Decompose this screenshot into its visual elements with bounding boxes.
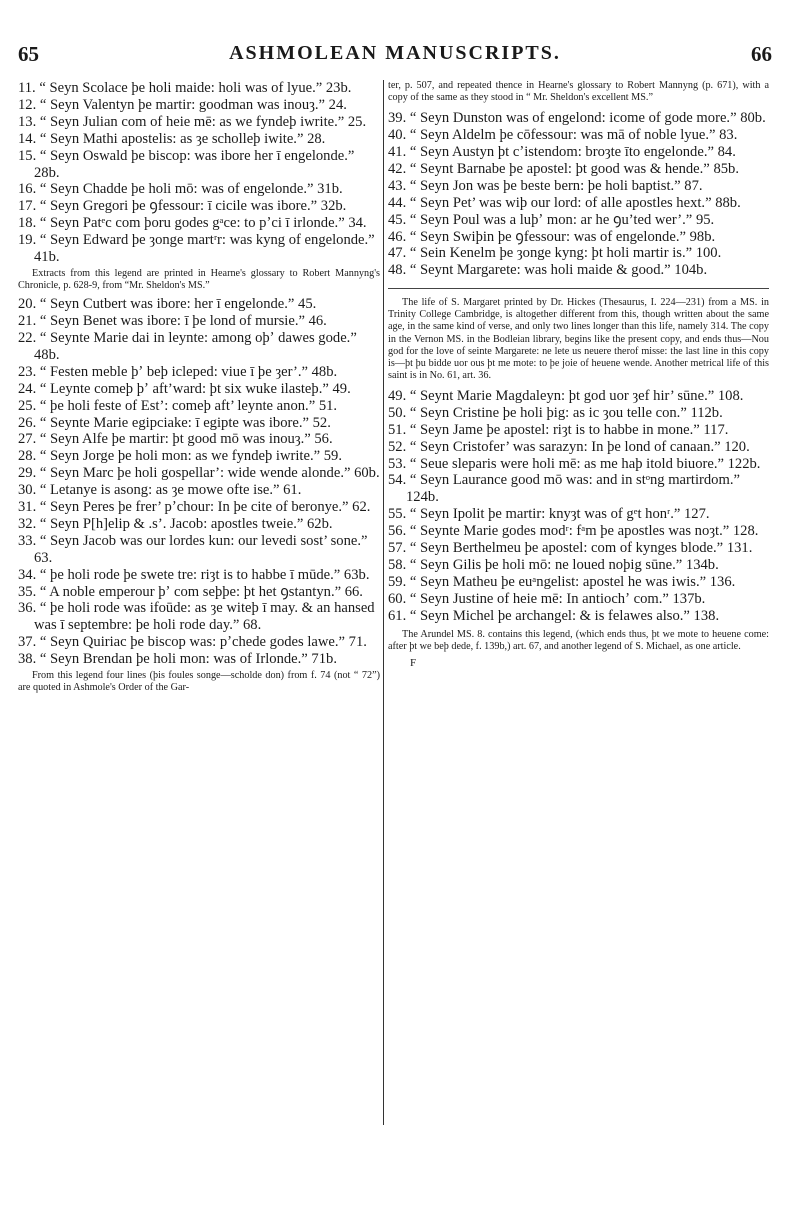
page-number-right: 66 — [751, 42, 772, 66]
entry-41: 41. “ Seyn Austyn þt cʼistendom: broȝte īto engelonde.” 84. — [388, 144, 736, 160]
note-garter-continued: ter, p. 507, and repeated thence in Hearne's glossary to Robert Mannyng (p. 671), with a copy of the same as they stood in “ Mr. Sheldon's excellent MS.” — [388, 80, 769, 104]
page-header — [18, 42, 772, 74]
entry-16: 16. “ Seyn Chadde þe holi mō: was of engelonde.” 31b. — [18, 181, 343, 198]
entry-45: 45. “ Seyn Poul was a luþʼ mon: ar he ꝯu’ted wer’.” 95. — [388, 211, 715, 228]
entry-12: 12. “ Seyn Valentyn þe martir: goodman was inouȝ.” 24. — [18, 96, 347, 113]
entry-26: 26. “ Seynte Marie egipciake: ī egipte was ibore.” 52. — [18, 414, 331, 431]
note-hearne-glossary: Extracts from this legend are printed in Hearne's glossary to Robert Mannyng's Chronicle, p. 628-9, from “Mr. Sheldon's MS.” — [18, 267, 380, 292]
entry-18: 18. “ Seyn Patᵉc com þoru godes gᵃce: to pʼci ī irlonde.” 34. — [18, 215, 367, 232]
entry-11: 11. “ Seyn Scolace þe holi maide: holi was of lyue.” 23b. — [18, 80, 352, 96]
entry-46: 46. “ Seyn Swiþin þe ꝯfessour: was of engelonde.” 98b. — [388, 228, 716, 245]
entry-23: 23. “ Festen meble þʼ beþ icleped: viue ī þe ȝer’.” 48b. — [18, 363, 338, 380]
entry-56: 56. “ Seynte Marie godes modʳ: fᵃm þe apostles was noȝt.” 128. — [388, 523, 759, 540]
entry-44: 44. “ Seyn Pet’ was wiþ our lord: of alle apostles hext.” 88b. — [388, 194, 741, 211]
entry-29: 29. “ Seyn Marc þe holi gospellar’: wide wende alonde.” 60b. — [18, 465, 380, 482]
note-arundel-ms: The Arundel MS. 8. contains this legend, (which ends thus, þt we mote to heuene come: after þt we beþ dede, f. 139b,) art. 67, and another legend of S. Michael, as one article. — [388, 628, 769, 652]
entry-20: 20. “ Seyn Cutbert was ibore: her ī engelonde.” 45. — [18, 296, 317, 313]
entry-35: 35. “ A noble emperour þʼ com seþþe: þt het ꝯstantyn.” 66. — [18, 583, 363, 600]
entry-33: 33. “ Seyn Jacob was our lordes kun: our levedi sost’ sone.” 63. — [18, 532, 368, 566]
column-divider — [383, 80, 384, 1125]
entry-39: 39. “ Seyn Dunston was of engelond: icome of gode more.” 80b. — [388, 110, 766, 127]
entry-25: 25. “ þe holi feste of Est’: comeþ aft’ leynte anon.” 51. — [18, 397, 338, 414]
entry-15: 15. “ Seyn Oswald þe biscop: was ibore her ī engelonde.” 28b. — [18, 147, 355, 181]
entry-61: 61. “ Seyn Michel þe archangel: & is felawes also.” 138. — [388, 607, 720, 624]
entry-31: 31. “ Seyn Peres þe frer’ pʼchour: In þe cite of beronye.” 62. — [18, 499, 371, 516]
entry-13: 13. “ Seyn Julian com of heie mē: as we fyndeþ iwrite.” 25. — [18, 113, 367, 130]
entry-43: 43. “ Seyn Jon was þe beste bern: þe holi baptist.” 87. — [388, 177, 703, 194]
entry-27: 27. “ Seyn Alfe þe martir: þt good mō was inouȝ.” 56. — [18, 431, 333, 448]
page-number-left: 65 — [18, 42, 39, 66]
entry-22: 22. “ Seynte Marie dai in leynte: among oþʼ dawes gode.” 48b. — [18, 329, 357, 363]
entry-53: 53. “ Seue sleparis were holi mē: as me haþ itold biuore.” 122b. — [388, 455, 761, 472]
signature-mark: F — [410, 656, 417, 669]
entry-47: 47. “ Sein Kenelm þe ȝonge kyng: þt holi martir is.” 100. — [388, 245, 722, 262]
entry-24: 24. “ Leynte comeþ þʼ aft’ward: þt six wuke ilasteþ.” 49. — [18, 380, 351, 397]
entry-36: 36. “ þe holi rode was ifoūde: as ȝe witeþ ī may. & an hansed was ī septembre: þe holi rode day.” 68. — [18, 600, 375, 634]
entry-17: 17. “ Seyn Gregori þe ꝯfessour: ī cicile was ibore.” 32b. — [18, 198, 347, 215]
entry-57: 57. “ Seyn Berthelmeu þe apostel: com of kynges blode.” 131. — [388, 540, 753, 557]
entry-55: 55. “ Seyn Ipolit þe martir: knyȝt was of gᵉt honʳ.” 127. — [388, 506, 710, 523]
entry-28: 28. “ Seyn Jorge þe holi mon: as we fyndeþ iwrite.” 59. — [18, 448, 342, 465]
entry-59: 59. “ Seyn Matheu þe euᵃngelist: apostel he was iwis.” 136. — [388, 573, 736, 590]
entry-60: 60. “ Seyn Justine of heie mē: In antiochʼ com.” 137b. — [388, 590, 706, 607]
entry-21: 21. “ Seyn Benet was ibore: ī þe lond of mursie.” 46. — [18, 313, 327, 330]
entry-58: 58. “ Seyn Gilis þe holi mō: ne loued noþig sūne.” 134b. — [388, 556, 719, 573]
entry-52: 52. “ Seyn Cristofer’ was sarazyn: In þe lond of canaan.” 120. — [388, 438, 750, 455]
running-title: ASHMOLEAN MANUSCRIPTS. — [229, 42, 561, 64]
entry-19: 19. “ Seyn Edward þe ȝonge martʳr: was kyng of engelonde.” 41b. — [18, 232, 375, 266]
entry-30: 30. “ Letanye is asong: as ȝe mowe ofte ise.” 61. — [18, 482, 302, 499]
entry-40: 40. “ Seyn Aldelm þe cōfessour: was mā of noble lyue.” 83. — [388, 127, 738, 144]
entry-14: 14. “ Seyn Mathi apostelis: as ȝe scholleþ iwite.” 28. — [18, 130, 326, 147]
entry-51: 51. “ Seyn Jame þe apostel: riȝt is to habbe in mone.” 117. — [388, 421, 729, 438]
entry-49: 49. “ Seynt Marie Magdaleyn: þt god uor ȝef hir’ sūne.” 108. — [388, 387, 744, 404]
right-column — [388, 80, 769, 669]
note-ashmole-garter: From this legend four lines (þis foules songe—scholde don) from f. 74 (not “ 72”) are quoted in Ashmole's Order of the Gar- — [18, 670, 380, 694]
entry-32: 32. “ Seyn P[h]elip & .s’. Jacob: apostles tweie.” 62b. — [18, 515, 333, 532]
entry-38: 38. “ Seyn Brendan þe holi mon: was of Irlonde.” 71b. — [18, 651, 337, 668]
section-rule — [388, 288, 769, 289]
note-margaret-life: The life of S. Margaret printed by Dr. Hickes (Thesaurus, I. 224—231) from a MS. in Trinity College Cambridge, is altogether different from this, though written about the same age, in the same kind of verse, and only two lines longer than this life, namely 314. The copy in the Vernon MS. in the Bodleian library, begins like the present copy, and ends thus—Nou god for the love of seinte Margarete: ne lete us neuere therof misse: the last line in this copy is—þt þu bidde uor ous þt me mote: to þe joie of heuene wende. Another metrical life of this saint is in No. 61, art. 36. — [388, 297, 769, 381]
entry-42: 42. “ Seynt Barnabe þe apostel: þt good was & hende.” 85b. — [388, 160, 739, 177]
entry-48: 48. “ Seynt Margarete: was holi maide & good.” 104b. — [388, 262, 708, 279]
entry-50: 50. “ Seyn Cristine þe holi þig: as ic ȝou telle con.” 112b. — [388, 404, 723, 421]
left-column — [18, 80, 380, 698]
entry-37: 37. “ Seyn Quiriac þe biscop was: pʼchede godes lawe.” 71. — [18, 634, 367, 651]
entry-34: 34. “ þe holi rode þe swete tre: riȝt is to habbe ī mūde.” 63b. — [18, 566, 370, 583]
entry-54: 54. “ Seyn Laurance good mō was: and in stᵒng martirdom.” 124b. — [388, 472, 740, 506]
